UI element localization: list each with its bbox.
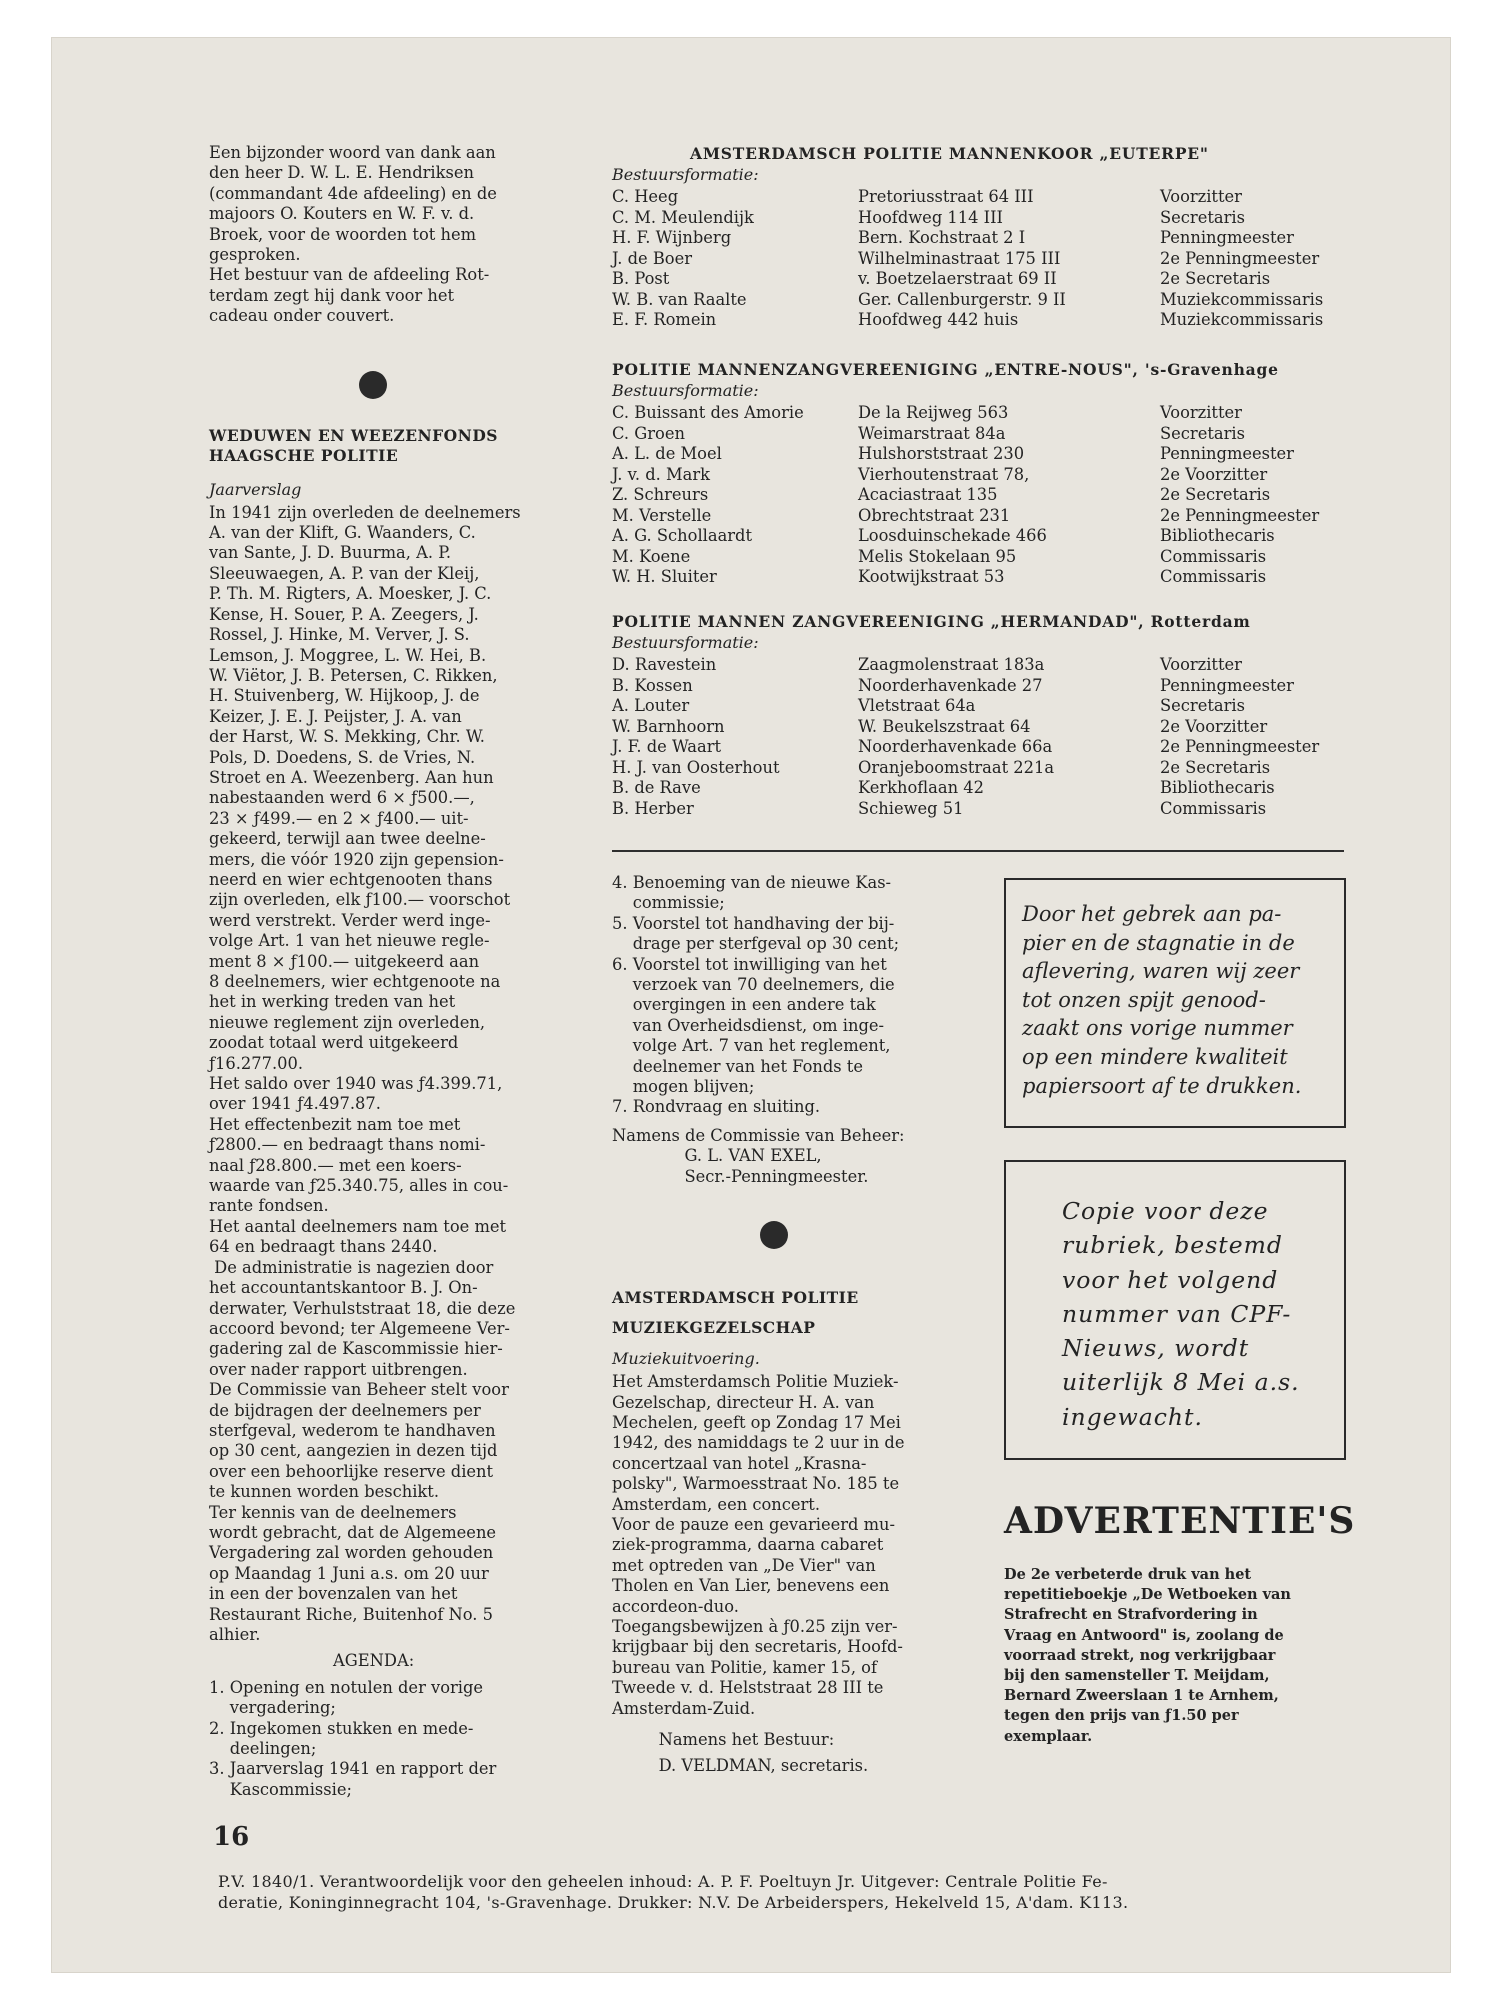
choir-subheading: Bestuursformatie: [612, 381, 759, 400]
member-function: Commissaris [1160, 798, 1267, 818]
member-address: Hoofdweg 114 III [858, 207, 1003, 227]
music-subheading: Muziekuitvoering. [612, 1349, 760, 1369]
left-column [209, 143, 554, 1800]
member-name: J. de Boer [612, 248, 693, 268]
member-function: 2e Secretaris [1160, 485, 1271, 504]
member-function: Bibliothecaris [1160, 778, 1275, 797]
commission-signoff: Namens de Commissie van Beheer: G. L. VAN EXEL, Secr.-Penningmeester. [612, 1125, 905, 1186]
fund-subheading: Jaarverslag [209, 479, 302, 499]
member-address: Kootwijkstraat 53 [858, 567, 1005, 586]
board-member-row [612, 737, 1347, 758]
notice-text: Door het gebrek aan pa- pier en de stagnatie in de aflevering, waren wij zeer tot onzen spijt genood- zaakt ons vorige nummer op een mindere kwaliteit papiersoort af te drukken. [1022, 902, 1302, 1098]
member-name: B. Herber [612, 798, 694, 818]
board-member-row [612, 758, 1347, 779]
board-member-row [612, 228, 1347, 249]
choir-title: POLITIE MANNENZANGVEREENIGING „ENTRE-NOUS", 's-Gravenhage [612, 360, 1279, 379]
member-function: Voorzitter [1160, 187, 1242, 206]
agenda-items-continued: 4. Benoeming van de nieuwe Kas- commissie; 5. Voorstel tot handhaving der bij- drage per sterfgeval op 30 cent; 6. Voorstel tot inwilliging van het verzoek van 70 deelnemers, die overgingen in een andere tak van Overheidsdienst, om inge- volge Art. 7 van het reglement, deelnemer van het Fonds te mogen blijven; 7. Rondvraag en sluiting. [612, 873, 900, 1117]
board-member-row [612, 655, 1347, 676]
member-name: J. v. d. Mark [612, 464, 711, 484]
member-address: W. Beukelszstraat 64 [858, 716, 1031, 736]
notice-text: Copie voor deze rubriek, bestemd voor het volgend nummer van CPF- Nieuws, wordt uiterlijk 8 Mei a.s. ingewacht. [1062, 1197, 1300, 1431]
board-member-row [612, 567, 1347, 588]
member-name: C. Groen [612, 423, 685, 443]
music-heading: AMSTERDAMSCH POLITIE MUZIEKGEZELSCHAP [612, 1288, 859, 1338]
member-name: J. F. de Waart [612, 737, 722, 756]
member-function: 2e Secretaris [1160, 757, 1271, 777]
member-address: Kerkhoflaan 42 [858, 778, 984, 797]
member-name: B. de Rave [612, 778, 701, 797]
member-address: Melis Stokelaan 95 [858, 546, 1017, 566]
music-announcement: Het Amsterdamsch Politie Muziek- Gezelschap, directeur H. A. van Mechelen, geeft op Zondag 17 Mei 1942, des namiddags te 2 uur in de concertzaal van hotel „Krasna- polsky", Warmoesstraat No. 185 te Amsterdam, een concert. Voor de pauze een gevarieerd mu- ziek-programma, daarna cabaret met optreden van „De Vier" van Tholen en Van Lier, benevens een accordeon-duo. Toegangsbewijzen à ƒ0.25 zijn ver- krijgbaar bij den secretaris, Hoofd- bureau van Politie, kamer 15, of Tweede v. d. Helststraat 28 III te Amsterdam-Zuid. [612, 1372, 905, 1718]
member-address: Pretoriusstraat 64 III [858, 187, 1034, 206]
member-name: H. J. van Oosterhout [612, 757, 780, 777]
choir-title: POLITIE MANNEN ZANGVEREENIGING „HERMANDAD", Rotterdam [612, 612, 1251, 631]
member-name: M. Koene [612, 546, 691, 566]
member-address: v. Boetzelaerstraat 69 II [858, 269, 1057, 288]
member-function: 2e Penningmeester [1160, 248, 1320, 268]
member-address: Schieweg 51 [858, 798, 964, 818]
member-address: Ger. Callenburgerstr. 9 II [858, 289, 1066, 309]
choir-hermandad [612, 611, 1347, 819]
fund-report: In 1941 zijn overleden de deelnemers A. van der Klift, G. Waanders, C. van Sante, J. D. Buurma, A. P. Sleeuwaegen, A. P. van der Kleij, P. Th. M. Rigters, A. Moesker, J. C. Kense, H. Souer, P. A. Zeegers, J. Rossel, J. Hinke, M. Verver, J. S. Lemson, J. Moggree, L. W. Hei, B. W. Viëtor, J. B. Petersen, C. Rikken, H. Stuivenberg, W. Hijkoop, J. de Keizer, J. E. J. Peijster, J. A. van der Harst, W. S. Mekking, Chr. W. Pols, D. Doedens, S. de Vries, N. Stroet en A. Weezenberg. Aan hun nabestaanden werd 6 × ƒ500.—, 23 × ƒ499.— en 2 × ƒ400.— uit- gekeerd, terwijl aan twee deelne- mers, die vóór 1920 zijn gepension- neerd en wier echtgenooten thans zijn overleden, elk ƒ100.— voorschot werd verstrekt. Verder werd inge- volge Art. 1 van het nieuwe regle- ment 8 × ƒ100.— uitgekeerd aan 8 deelnemers, wier echtgenoote na het in werking treden van het nieuwe reglement zijn overleden, zoodat totaal werd uitgekeerd ƒ16.277.00. Het saldo over 1940 was ƒ4.399.71, over 1941 ƒ4.497.87. Het effectenbezit nam toe met ƒ2800.— en bedraagt thans nomi- naal ƒ28.800.— met een koers- waarde van ƒ25.340.75, alles in cou- rante fondsen. Het aantal deelnemers nam toe met 64 en bedraagt thans 2440. De administratie is nagezien door het accountantskantoor B. J. On- derwater, Verhulststraat 18, die deze accoord bevond; ter Algemeene Ver- gadering zal de Kascommissie hier- over nader rapport uitbrengen. De Commissie van Beheer stelt voor de bijdragen der deelnemers per sterfgeval, wederom te handhaven op 30 cent, aangezien in dezen tijd over een behoorlijke reserve dient te kunnen worden beschikt. Ter kennis van de deelnemers wordt gebracht, dat de Algemeene Vergadering zal worden gehouden op Maandag 1 Juni a.s. om 20 uur in een der bovenzalen van het Restaurant Riche, Buitenhof No. 5 alhier. [209, 502, 521, 1644]
board-member-row [612, 290, 1347, 311]
member-function: 2e Voorzitter [1160, 716, 1268, 736]
member-name: A. L. de Moel [612, 444, 722, 463]
board-member-row [612, 269, 1347, 290]
advertisements-heading: ADVERTENTIE'S [1004, 1500, 1356, 1542]
board-member-row [612, 526, 1347, 547]
board-table [612, 655, 1347, 819]
paper-shortage-notice [1004, 878, 1346, 1128]
member-address: Weimarstraat 84a [858, 423, 1006, 443]
thanks-paragraph: Een bijzonder woord van dank aan den heer D. W. L. E. Hendriksen (commandant 4de afdeeling) en de majoors O. Kouters en W. F. v. d. Broek, voor de woorden tot hem gesproken. Het bestuur van de afdeeling Rot- terdam zegt hij dank voor het cadeau onder couvert. [209, 143, 497, 326]
member-address: Wilhelminastraat 175 III [858, 248, 1061, 268]
member-function: Penningmeester [1160, 675, 1294, 695]
member-name: B. Post [612, 269, 670, 288]
member-name: B. Kossen [612, 675, 693, 695]
horizontal-rule [612, 850, 1344, 852]
choir-title: AMSTERDAMSCH POLITIE MANNENKOOR „EUTERPE" [690, 144, 1209, 163]
member-function: Voorzitter [1160, 403, 1242, 422]
member-name: C. M. Meulendijk [612, 207, 754, 227]
member-address: Acaciastraat 135 [858, 485, 998, 504]
member-name: D. Ravestein [612, 655, 717, 674]
member-address: Zaagmolenstraat 183a [858, 655, 1045, 674]
member-address: Vierhoutenstraat 78, [858, 464, 1030, 484]
member-function: Penningmeester [1160, 444, 1294, 463]
board-member-row [612, 465, 1347, 486]
board-member-row [612, 208, 1347, 229]
member-function: Voorzitter [1160, 655, 1242, 674]
member-address: Hoofdweg 442 huis [858, 310, 1019, 329]
member-function: Penningmeester [1160, 228, 1294, 247]
member-function: Secretaris [1160, 207, 1245, 227]
section-bullet-icon [359, 371, 387, 399]
member-function: 2e Secretaris [1160, 269, 1271, 288]
middle-column [612, 873, 952, 1779]
member-function: 2e Penningmeester [1160, 505, 1320, 525]
fund-heading: WEDUWEN EN WEEZENFONDS HAAGSCHE POLITIE [209, 425, 498, 465]
member-name: E. F. Romein [612, 310, 717, 329]
member-address: Oranjeboomstraat 221a [858, 757, 1055, 777]
member-address: Noorderhavenkade 66a [858, 737, 1053, 756]
choir-subheading: Bestuursformatie: [612, 633, 759, 652]
member-name: A. Louter [612, 696, 690, 715]
member-function: Commissaris [1160, 567, 1267, 586]
member-name: Z. Schreurs [612, 485, 709, 504]
member-function: Bibliothecaris [1160, 526, 1275, 545]
member-name: C. Heeg [612, 187, 679, 206]
board-member-row [612, 485, 1347, 506]
member-name: W. H. Sluiter [612, 567, 717, 586]
member-name: H. F. Wijnberg [612, 228, 732, 247]
member-name: M. Verstelle [612, 505, 712, 525]
member-address: Hulshorststraat 230 [858, 444, 1025, 463]
member-address: Bern. Kochstraat 2 I [858, 228, 1026, 247]
choir-euterpe [612, 143, 1347, 331]
member-name: A. G. Schollaardt [612, 526, 753, 545]
board-member-row [612, 424, 1347, 445]
board-member-row [612, 799, 1347, 820]
board-member-row [612, 778, 1347, 799]
member-function: Muziekcommissaris [1160, 310, 1324, 329]
member-function: Muziekcommissaris [1160, 289, 1324, 309]
imprint-footer: P.V. 1840/1. Verantwoordelijk voor den geheelen inhoud: A. P. F. Poeltuyn Jr. Uitgever: Centrale Politie Fe- deratie, Koninginnegracht 104, 's-Gravenhage. Drukker: N.V. De Arbeiderspers, Hekelveld 15, A'dam. K113. [218, 1872, 1129, 1912]
member-function: 2e Voorzitter [1160, 464, 1268, 484]
member-name: C. Buissant des Amorie [612, 403, 804, 422]
board-member-row [612, 506, 1347, 527]
board-member-row [612, 403, 1347, 424]
board-member-row [612, 547, 1347, 568]
board-member-row [612, 696, 1347, 717]
board-table [612, 187, 1347, 331]
music-signoff: Namens het Bestuur: D. VELDMAN, secretaris. [658, 1730, 869, 1775]
board-member-row [612, 717, 1347, 738]
member-function: Secretaris [1160, 423, 1245, 443]
member-address: Obrechtstraat 231 [858, 505, 1011, 525]
choir-subheading: Bestuursformatie: [612, 165, 759, 184]
board-table [612, 403, 1347, 588]
member-address: Loosduinschekade 466 [858, 526, 1047, 545]
member-address: De la Reijweg 563 [858, 403, 1009, 422]
page-number: 16 [213, 1822, 250, 1852]
board-member-row [612, 187, 1347, 208]
member-name: W. Barnhoorn [612, 716, 725, 736]
member-function: Commissaris [1160, 546, 1267, 566]
agenda-items: 1. Opening en notulen der vorige vergadering; 2. Ingekomen stukken en mede- deelingen; 3. Jaarverslag 1941 en rapport der Kascommissie; [209, 1677, 497, 1799]
board-member-row [612, 676, 1347, 697]
member-address: Noorderhavenkade 27 [858, 675, 1043, 695]
choir-entre-nous [612, 359, 1347, 588]
board-member-row [612, 444, 1347, 465]
member-name: W. B. van Raalte [612, 289, 747, 309]
member-function: 2e Penningmeester [1160, 737, 1320, 756]
board-member-row [612, 249, 1347, 270]
member-function: Secretaris [1160, 696, 1245, 715]
board-member-row [612, 310, 1347, 331]
copy-deadline-notice [1004, 1160, 1346, 1460]
section-bullet-icon [760, 1221, 788, 1249]
agenda-title: AGENDA: [333, 1651, 415, 1671]
advertisement-text: De 2e verbeterde druk van het repetitieboekje „De Wetboeken van Strafrecht en Strafvordering in Vraag en Antwoord" is, zoolang de voorraad strekt, nog verkrijgbaar bij den samensteller T. Meijdam, Bernard Zweerslaan 1 te Arnhem, tegen den prijs van ƒ1.50 per exemplaar. [1004, 1566, 1291, 1745]
member-address: Vletstraat 64a [858, 696, 976, 715]
